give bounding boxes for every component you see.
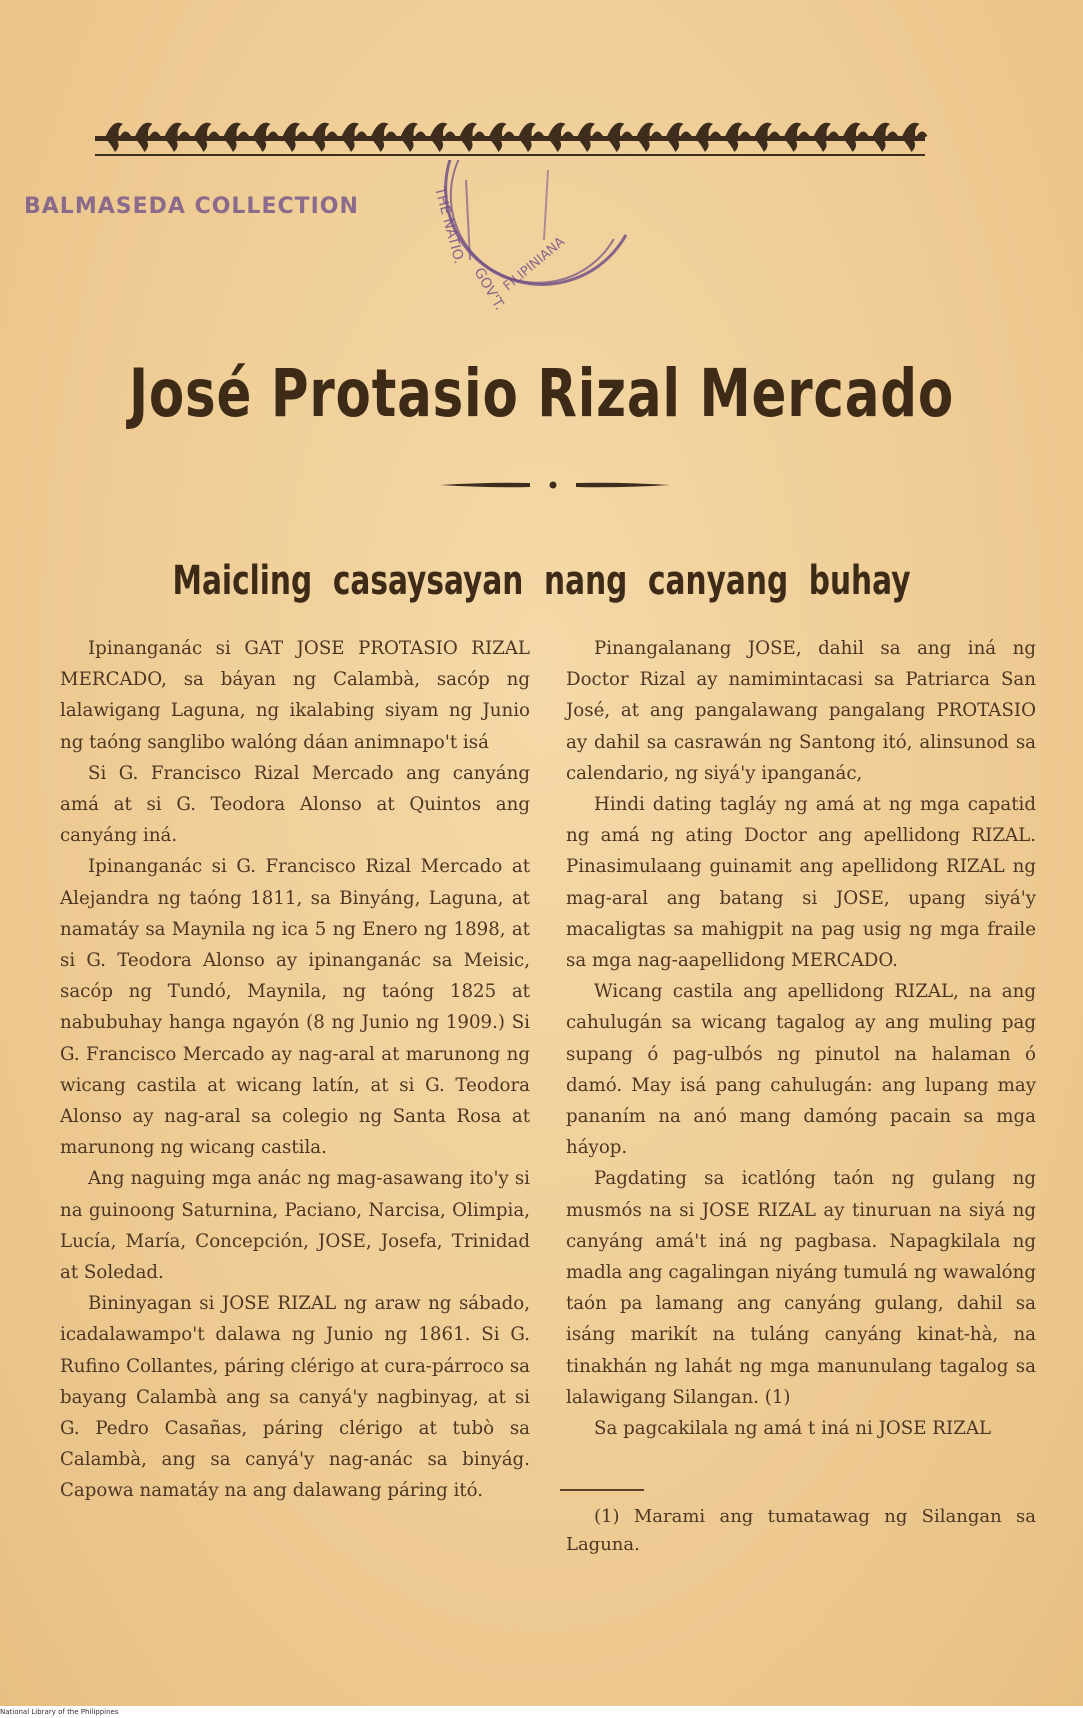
ornament-leaf: [902, 123, 928, 152]
ornament-leaf: [282, 123, 308, 152]
ornament-leaf: [223, 123, 249, 152]
library-caption: National Library of the Philippines: [0, 1708, 119, 1716]
library-seal-stamp: [408, 160, 638, 320]
footnote-rule: [560, 1489, 644, 1491]
ornament-leaf: [577, 123, 603, 152]
ornament-leaf: [695, 123, 721, 152]
svg-text:FILIPINIANA: FILIPINIANA: [500, 234, 568, 295]
paragraph: Pagdating sa icatlóng taón ng gulang ng musmós na si JOSE RIZAL ay tinuruan na siyá ng canyáng amá't iná ng pagbasa. Napagkilala ng madla ang cagalingan niyáng tumulá ng wawalóng taón pa lamang ang canyáng gulang, dahil sa isáng marikít na tuláng canyáng kinat-hà, na tinakhán ng lahát ng mga manunulang tagalog sa lalawigang Silangan. (1): [566, 1168, 1036, 1408]
library-stamp-text: [640, 0, 641, 1]
ornament-leaf: [725, 123, 751, 152]
page-title: José Protasio Rizal Mercado: [128, 355, 955, 432]
ornament-leaf: [371, 123, 397, 152]
footnote-text: (1) Marami ang tumatawag ng Silangan sa Laguna.: [566, 1506, 1036, 1555]
ornament-leaf: [518, 123, 544, 152]
footnote: [566, 1503, 1036, 1559]
ornament-leaf: [784, 123, 810, 152]
page-subtitle: Maicling casaysayan nang canyang buhay: [172, 558, 911, 604]
left-column: [60, 633, 530, 1507]
ornament-leaf: [341, 123, 367, 152]
collection-stamp: BALMASEDA COLLECTION: [24, 194, 359, 219]
ornament-leaf: [754, 123, 780, 152]
ornament-leaf: [459, 123, 485, 152]
ornament-leaf: [253, 123, 279, 152]
ornament-leaf: [400, 123, 426, 152]
svg-text:THE NATIO.: THE NATIO.: [431, 185, 467, 266]
ornament-leaf: [430, 123, 456, 152]
paragraph: Si G. Francisco Rizal Mercado ang canyáng amá at si G. Teodora Alonso at Quintos ang canyáng iná.: [60, 762, 530, 847]
ornament-leaf: [548, 123, 574, 152]
right-column: [566, 633, 1036, 1444]
paragraph: Ang naguing mga anác ng mag-asawang ito'y si na guinoong Saturnina, Paciano, Narcisa, Olimpia, Lucía, María, Concepción, JOSE, Josefa, Trinidad at Soledad.: [60, 1168, 530, 1284]
paragraph: Sa pagcakilala ng amá t iná ni JOSE RIZAL: [594, 1418, 992, 1440]
paragraph: Hindi dating tagláy ng amá at ng mga capatid ng amá ng ating Doctor ang apellidong RIZAL. Pinasimulaang guinamit ang apellidong RIZAL ng mag-aral ang batang si JOSE, upang siyá'y macaligtas sa mahigpit na pag usig ng mga fraile sa mga nag-aapellidong MERCADO.: [566, 794, 1036, 972]
ornamental-divider: [440, 478, 670, 492]
ornament-leaf: [105, 123, 131, 152]
ornament-leaf: [312, 123, 338, 152]
paragraph: Pinangalanang JOSE, dahil sa ang iná ng Doctor Rizal ay namimintacasi sa Patriarca San José, at ang pangalawang pangalang PROTASIO ay dahil sa casrawán ng Santong itó, alinsunod sa calendario, ng siyá'y ipanganác,: [566, 638, 1036, 784]
svg-text:GOV'T.: GOV'T.: [470, 265, 508, 314]
ornament-leaf: [872, 123, 898, 152]
paragraph: Bininyagan si JOSE RIZAL ng araw ng sábado, icadalawampo't dalawa ng Junio ng 1861. Si G. Rufino Collantes, páring clérigo at cura-párroco sa bayang Calambà ang sa canyá'y nagbinyag, at si G. Pedro Casañas, páring clérigo at tubò sa Calambà, ang sa canyá'y nag-anác sa binyág. Capowa namatáy na ang dalawang páring itó.: [60, 1293, 530, 1502]
ornament-leaf: [666, 123, 692, 152]
paragraph: Ipinanganác si G. Francisco Rizal Mercado at Alejandra ng taóng 1811, sa Binyáng, Laguna, at namatáy sa Maynila ng ica 5 ng Enero ng 1898, at si G. Teodora Alonso ay ipinanganác sa Meisic, sacóp ng Tundó, Maynila, ng taóng 1825 at nabubuhay hanga ngayón (8 ng Junio ng 1909.) Si G. Francisco Mercado ay nag-aral at marunong ng wicang castila at wicang latín, at si G. Teodora Alonso ay nag-aral sa colegio ng Santa Rosa at marunong ng wicang castila.: [60, 856, 530, 1159]
ornament-leaf: [489, 123, 515, 152]
ornament-leaf: [607, 123, 633, 152]
paragraph: Ipinanganác si GAT JOSE PROTASIO RIZAL MERCADO, sa báyan ng Calambà, sacóp ng lalawigang Laguna, ng ikalabing siyam ng Junio ng taóng sanglibo walóng dáan animnapo't isá: [60, 638, 530, 753]
ornament-leaf: [135, 123, 161, 152]
ornament-leaf: [843, 123, 869, 152]
ornament-leaf: [194, 123, 220, 152]
ornament-leaf: [813, 123, 839, 152]
ornament-leaf: [164, 123, 190, 152]
paragraph: Wicang castila ang apellidong RIZAL, na ang cahulugán sa wicang tagalog ay ang muling pag supang ó pag-ulbós ng pinutol na halaman ó damó. May isá pang cahulugán: ang lupang may pananím na anó mang damóng pacain sa mga háyop.: [566, 981, 1036, 1159]
ornament-leaf: [636, 123, 662, 152]
